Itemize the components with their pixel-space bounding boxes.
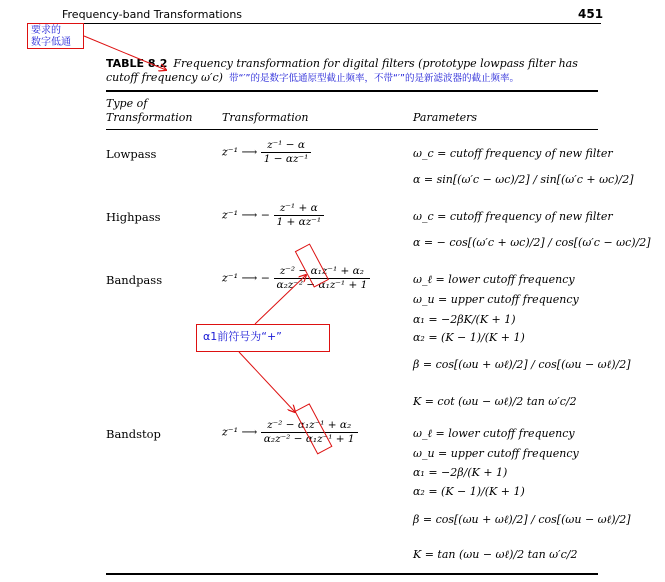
param-highpass-alpha: α = − cos[(ω′c + ωc)/2] / cos[(ω′c − ωc)/2]	[413, 236, 651, 249]
lhs: z⁻¹ ⟶	[222, 425, 258, 439]
numerator: z⁻¹ + α	[274, 202, 325, 216]
bandstop-arrow	[239, 352, 295, 412]
denominator: α₂z⁻² − α₁z⁻¹ + 1	[276, 279, 368, 291]
denominator: α₂z⁻² − α₁z⁻¹ + 1	[263, 433, 355, 445]
param-lowpass-alpha: α = sin[(ω′c − ωc)/2] / sin[(ω′c + ωc)/2]	[413, 173, 634, 186]
corner-note-line-2: 数字低通	[31, 37, 71, 48]
param-bandpass-wu: ω_u = upper cutoff frequency	[413, 293, 579, 306]
param-bandstop-alpha1: α₁ = −2β/(K + 1)	[413, 466, 508, 479]
lhs: z⁻¹ ⟶	[222, 208, 258, 222]
caption-text: Frequency transformation for digital filters (prototype lowpass filter has cutoff frequency ω′c)	[106, 57, 578, 84]
param-bandstop-k: K = tan (ωu − ωℓ)/2 tan ω′c/2	[413, 548, 578, 561]
lhs: z⁻¹ ⟶	[222, 145, 258, 159]
table-number: TABLE 8.2	[106, 57, 168, 70]
param-bandstop-beta: β = cos[(ωu + ωℓ)/2] / cos[(ωu − ωℓ)/2]	[413, 513, 631, 526]
sign: −	[260, 208, 270, 222]
corner-note-arrow	[84, 36, 166, 70]
denominator: 1 + αz⁻¹	[276, 216, 322, 228]
param-bandpass-wl: ω_ℓ = lower cutoff frequency	[413, 273, 575, 286]
col-header-transformation: Transformation	[222, 111, 309, 124]
page-number: 451	[578, 7, 604, 21]
caption-chinese-note: 带“′”的是数字低通原型截止频率，不带“′”的是新滤波器的截止频率。	[228, 73, 519, 84]
numerator: z⁻² − α₁z⁻¹ + α₂	[274, 265, 371, 279]
param-bandstop-wu: ω_u = upper cutoff frequency	[413, 447, 579, 460]
numerator: z⁻² − α₁z⁻¹ + α₂	[261, 419, 358, 433]
param-highpass-wc: ω_c = cutoff frequency of new filter	[413, 210, 613, 223]
lhs: z⁻¹ ⟶	[222, 271, 258, 285]
param-bandpass-alpha1: α₁ = −2βK/(K + 1)	[413, 313, 516, 326]
numerator: z⁻¹ − α	[261, 139, 312, 153]
param-bandpass-beta: β = cos[(ωu + ωℓ)/2] / cos[(ωu − ωℓ)/2]	[413, 358, 631, 371]
sign-note-text: α1前符号为“+”	[203, 330, 282, 343]
chapter-title: Frequency-band Transformations	[62, 8, 243, 21]
row-type-highpass: Highpass	[106, 210, 161, 224]
row-type-bandstop: Bandstop	[106, 427, 161, 441]
param-bandpass-k: K = cot (ωu − ωℓ)/2 tan ω′c/2	[413, 395, 577, 408]
param-bandstop-alpha2: α₂ = (K − 1)/(K + 1)	[413, 485, 525, 498]
row-type-bandpass: Bandpass	[106, 273, 163, 287]
sign: −	[260, 271, 270, 285]
row-type-lowpass: Lowpass	[106, 147, 157, 161]
param-lowpass-wc: ω_c = cutoff frequency of new filter	[413, 147, 613, 160]
corner-note-line-1: 要求的	[31, 25, 61, 36]
col-header-parameters: Parameters	[413, 111, 478, 124]
denominator: 1 − αz⁻¹	[263, 153, 309, 165]
param-bandpass-alpha2: α₂ = (K − 1)/(K + 1)	[413, 331, 525, 344]
col-header-type: Type of Transformation	[106, 97, 193, 124]
bandstop-highlight-box	[295, 404, 332, 454]
param-bandstop-wl: ω_ℓ = lower cutoff frequency	[413, 427, 575, 440]
bandpass-arrow	[255, 275, 306, 324]
